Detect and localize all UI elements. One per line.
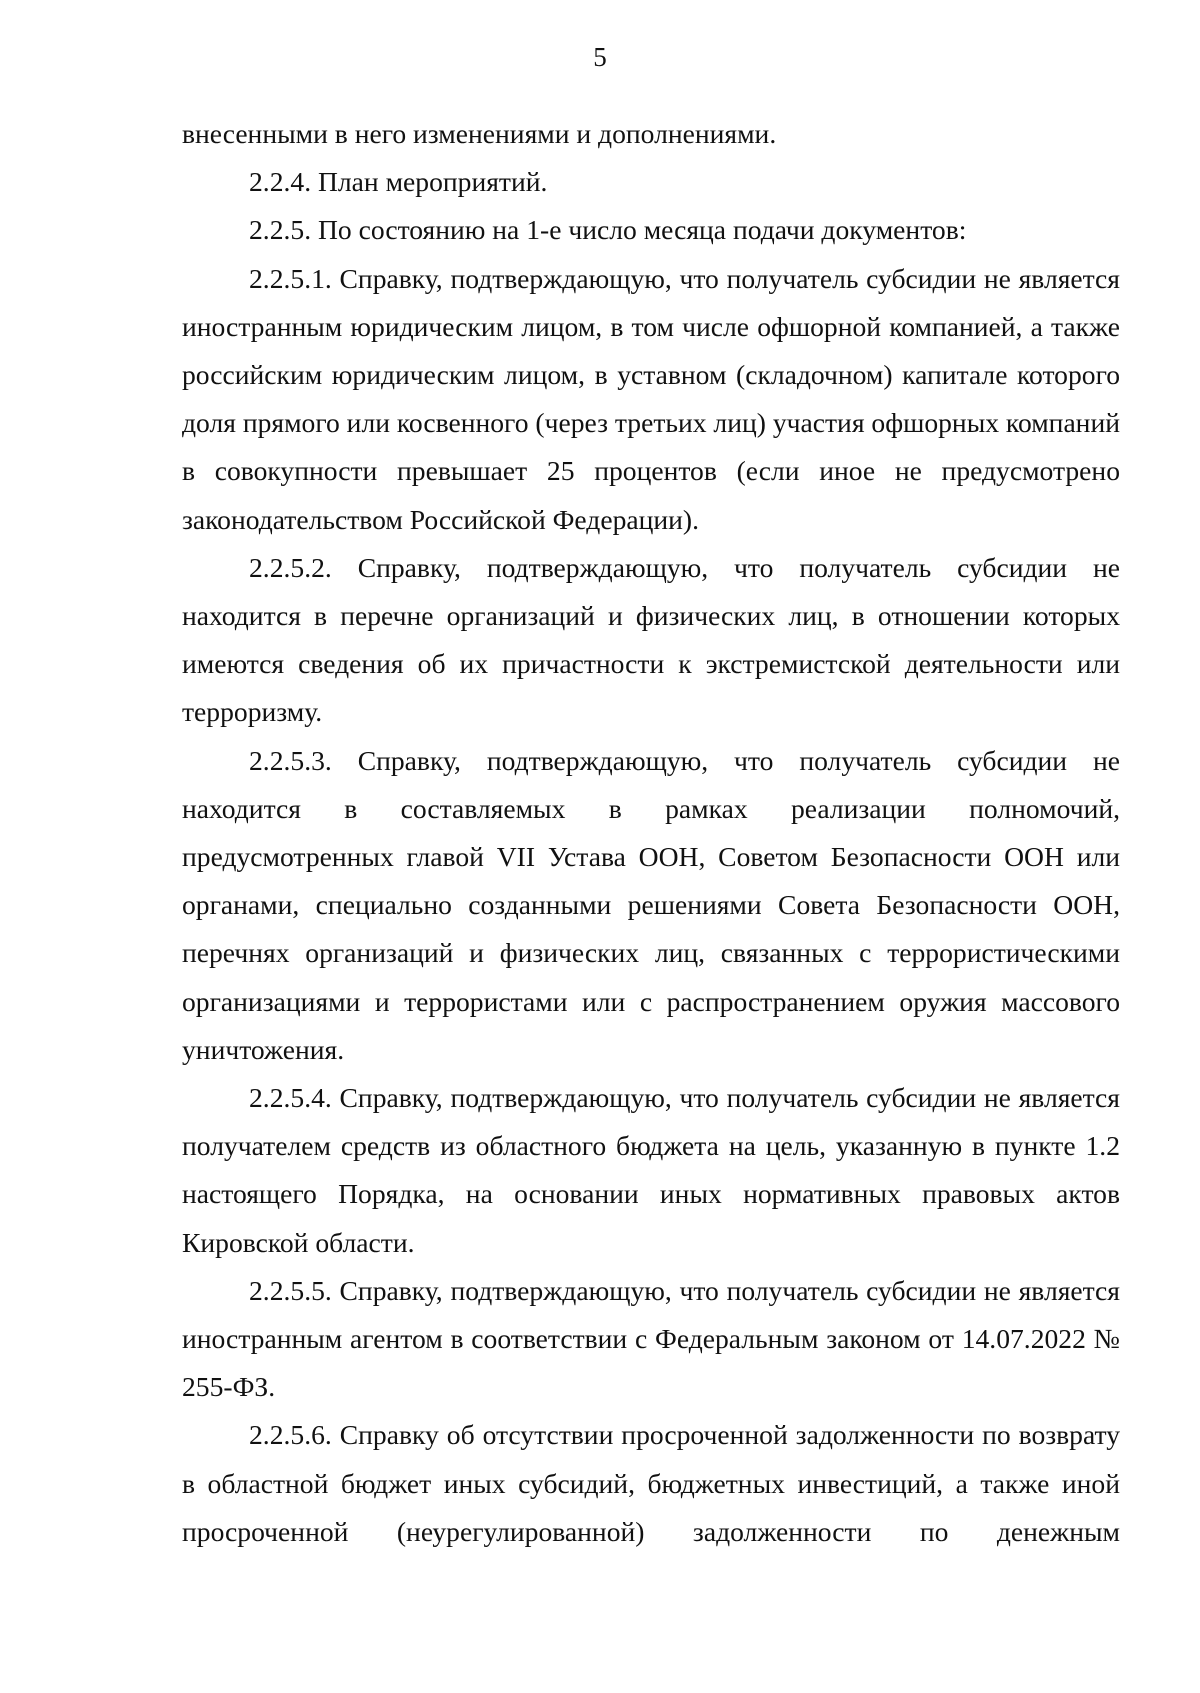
paragraph-2-2-4: 2.2.4. План мероприятий. — [249, 166, 548, 198]
paragraph-2-2-5-1: 2.2.5.1. Справку, подтверждающую, что получатель субсидии не является иностранным юридическим лицом, в том числе офшорной компанией, а также российским юридическим лицом, в уставном (складочном) капитале которого доля прямого или косвенного (через третьих лиц) участия офшорных компаний в совокупности превышает 25 процентов (если иное не предусмотрено законодательством Российской Федерации). — [182, 262, 1120, 535]
paragraph-2-2-5-5: 2.2.5.5. Справку, подтверждающую, что получатель субсидии не является иностранным агентом в соответствии с Федеральным законом от 14.07.2022 № 255-ФЗ. — [182, 1274, 1120, 1403]
paragraph-2-2-5-6: 2.2.5.6. Справку об отсутствии просроченной задолженности по возврату в областной бюджет иных субсидий, бюджетных инвестиций, а также иной просроченной (неурегулированной) задолженности по денежным — [182, 1419, 1120, 1547]
paragraph-2-2-5: 2.2.5. По состоянию на 1-е число месяца подачи документов: — [249, 214, 967, 246]
document-body — [182, 110, 1120, 1556]
paragraph-2-2-5-3: 2.2.5.3. Справку, подтверждающую, что получатель субсидии не находится в составляемых в рамках реализации полномочий, предусмотренных главой VII Устава ООН, Советом Безопасности ООН или органами, специально созданными решениями Совета Безопасности ООН, перечнях организаций и физических лиц, связанных с террористическими организациями и террористами или с распространением оружия массового уничтожения. — [182, 744, 1120, 1065]
page-number: 5 — [593, 42, 607, 72]
paragraph-continuation: внесенными в него изменениями и дополнениями. — [182, 118, 777, 149]
paragraph-2-2-5-2: 2.2.5.2. Справку, подтверждающую, что получатель субсидии не находится в перечне организаций и физических лиц, в отношении которых имеются сведения об их причастности к экстремистской деятельности или терроризму. — [182, 551, 1120, 728]
paragraph-2-2-5-4: 2.2.5.4. Справку, подтверждающую, что получатель субсидии не является получателем средств из областного бюджета на цель, указанную в пункте 1.2 настоящего Порядка, на основании иных нормативных правовых актов Кировской области. — [182, 1082, 1120, 1258]
